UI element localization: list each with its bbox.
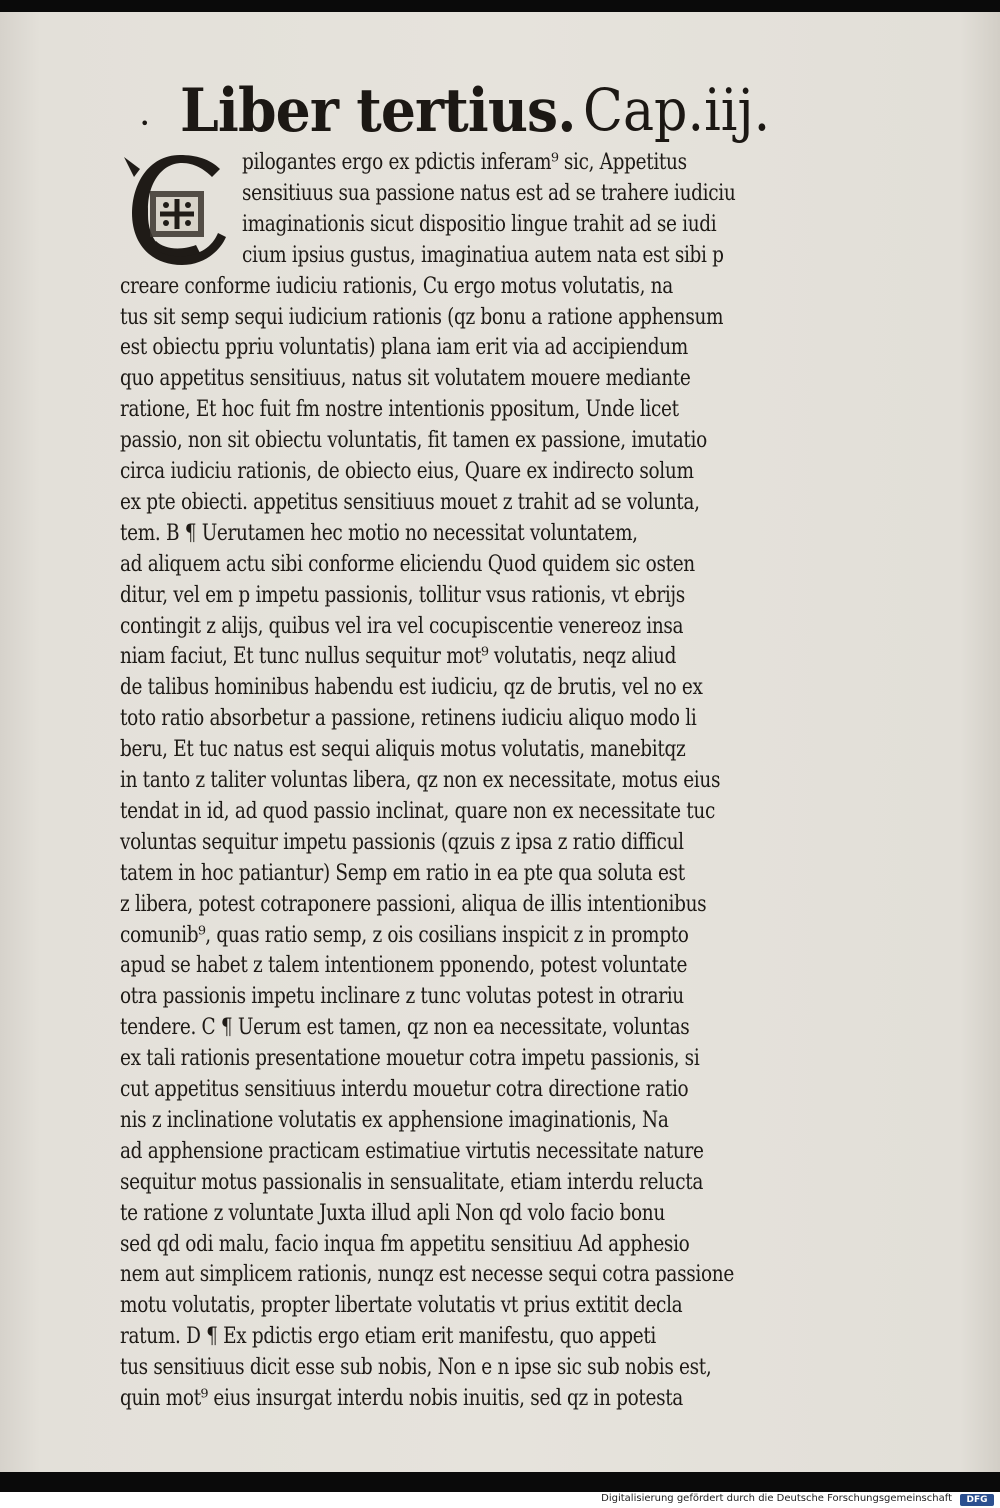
text-line: ditur, vel em p impetu passionis, tollitur vsus rationis, vt ebrijs xyxy=(120,582,685,608)
text-line: sensitiuus sua passione natus est ad se trahere iudiciu xyxy=(242,180,736,206)
text-line: sed qd odi malu, facio inqua fm appetitu sensitiuu Ad apphesio xyxy=(120,1231,690,1257)
text-line: tem. B ¶ Uerutamen hec motio no necessitat voluntatem, xyxy=(120,520,638,546)
text-line: cut appetitus sensitiuus interdu mouetur cotra directione ratio xyxy=(120,1077,689,1102)
book-title-header: Liber tertius. xyxy=(180,76,576,146)
text-line: ad aliquem actu sibi conforme eliciendu Quod quidem sic osten xyxy=(120,551,695,577)
text-line: de talibus hominibus habendu est iudiciu, qz de brutis, vel no ex xyxy=(120,675,703,701)
text-line: passio, non sit obiectu voluntatis, fit tamen ex passione, imutatio xyxy=(120,428,707,454)
text-line: creare conforme iudiciu rationis, Cu ergo motus volutatis, na xyxy=(120,273,673,299)
text-line: otra passionis impetu inclinare z tunc volutas potest in otrariu xyxy=(120,984,684,1010)
text-line: voluntas sequitur impetu passionis (qzuis z ipsa z ratio difficul xyxy=(120,829,684,855)
text-line: z libera, potest cotraponere passioni, aliqua de illis intentionibus xyxy=(120,891,707,917)
text-line: ratione, Et hoc fuit fm nostre intentionis ppositum, Unde licet xyxy=(120,397,679,423)
text-line: nem aut simplicem rationis, nunqz est necesse sequi cotra passione xyxy=(120,1262,734,1288)
chapter-header: Cap.iij. xyxy=(583,76,771,144)
running-header xyxy=(140,76,840,156)
decorated-initial-e xyxy=(120,147,240,272)
text-line: ex tali rationis presentatione mouetur cotra impetu passionis, si xyxy=(120,1046,700,1072)
dfg-logo: DFG xyxy=(960,1494,994,1506)
text-line: in tanto z taliter voluntas libera, qz non ex necessitate, motus eius xyxy=(120,768,721,793)
text-line: comunib⁹, quas ratio semp, z ois cosilians inspicit z in prompto xyxy=(120,922,689,948)
text-line: te ratione z voluntate Juxta illud apli Non qd volo facio bonu xyxy=(120,1200,665,1226)
text-line: nis z inclinatione volutatis ex apphensione imaginationis, Na xyxy=(120,1107,669,1133)
text-line: est obiectu ppriu voluntatis) plana iam erit via ad accipiendum xyxy=(120,335,689,361)
digitization-credit: Digitalisierung gefördert durch die Deutsche Forschungsgemeinschaft xyxy=(601,1493,952,1504)
text-line: toto ratio absorbetur a passione, retinens iudiciu aliquo modo li xyxy=(120,706,697,732)
text-line: tus sit semp sequi iudicium rationis (qz bonu a ratione apphensum xyxy=(120,304,724,330)
book-page xyxy=(0,12,1000,1472)
text-line: circa iudiciu rationis, de obiecto eius, Quare ex indirecto solum xyxy=(120,459,694,484)
text-line: beru, Et tuc natus est sequi aliquis motus volutatis, manebitqz xyxy=(120,737,686,763)
scan-frame-bottom xyxy=(0,1472,1000,1492)
header-bullet: • xyxy=(140,114,150,133)
text-line: imaginationis sicut dispositio lingue trahit ad se iudi xyxy=(242,211,717,237)
text-line: pilogantes ergo ex pdictis inferam⁹ sic, Appetitus xyxy=(242,150,687,175)
text-line: contingit z alijs, quibus vel ira vel cocupiscentie venereoz insa xyxy=(120,613,684,639)
text-line: sequitur motus passionalis in sensualitate, etiam interdu relucta xyxy=(120,1169,704,1195)
text-line: tendat in id, ad quod passio inclinat, quare non ex necessitate tuc xyxy=(120,798,715,824)
text-line: cium ipsius gustus, imaginatiua autem nata est sibi p xyxy=(242,242,724,268)
text-line: tus sensitiuus dicit esse sub nobis, Non e n ipse sic sub nobis est, xyxy=(120,1355,712,1381)
text-line: tendere. C ¶ Uerum est tamen, qz non ea necessitate, voluntas xyxy=(120,1015,690,1041)
text-line: ex pte obiecti. appetitus sensitiuus mouet z trahit ad se volunta, xyxy=(120,489,700,515)
text-line: motu volutatis, propter libertate volutatis vt prius extitit decla xyxy=(120,1293,683,1319)
text-line: quin mot⁹ eius insurgat interdu nobis inuitis, sed qz in potesta xyxy=(120,1386,683,1411)
text-line: quo appetitus sensitiuus, natus sit volutatem mouere mediante xyxy=(120,366,691,392)
text-line: ratum. D ¶ Ex pdictis ergo etiam erit manifestu, quo appeti xyxy=(120,1324,656,1350)
text-line: tatem in hoc patiantur) Semp em ratio in ea pte qua soluta est xyxy=(120,860,685,886)
text-line: apud se habet z talem intentionem pponendo, potest voluntate xyxy=(120,953,688,979)
text-line: ad apphensione practicam estimatiue virtutis necessitate nature xyxy=(120,1138,704,1164)
scan-frame-top xyxy=(0,0,1000,12)
text-line: niam faciut, Et tunc nullus sequitur mot⁹ volutatis, neqz aliud xyxy=(120,644,677,670)
